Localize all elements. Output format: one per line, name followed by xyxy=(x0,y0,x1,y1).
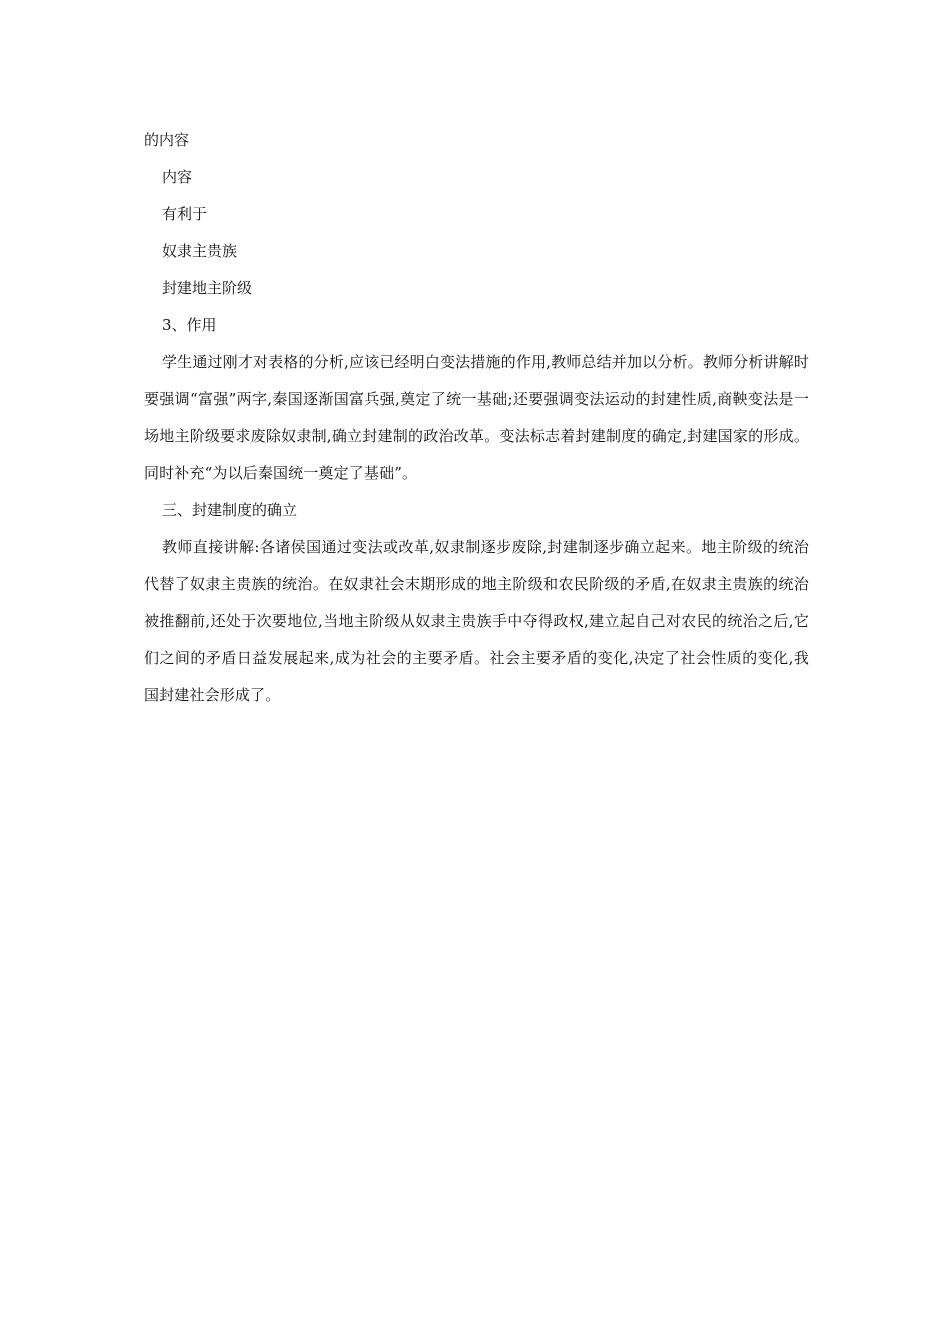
paragraph-feudal-system: 教师直接讲解:各诸侯国通过变法或改革,奴隶制逐步废除,封建制逐步确立起来。地主阶级的统治代替了奴隶主贵族的统治。在奴隶社会末期形成的地主阶级和农民阶级的矛盾,在奴隶主贵族的统治被推翻前,还处于次要地位,当地主阶级从奴隶主贵族手中夺得政权,建立起自己对农民的统治之后,它们之间的矛盾日益发展起来,成为社会的主要矛盾。社会主要矛盾的变化,决定了社会性质的变化,我国封建社会形成了。 xyxy=(144,538,809,704)
table-cell-content: 内容 xyxy=(162,168,193,186)
content-tail-text: 的内容 xyxy=(144,131,190,149)
section-heading-effect: 3、作用 xyxy=(162,316,217,334)
table-cell-slave-nobles: 奴隶主贵族 xyxy=(162,242,238,260)
table-cell-benefit: 有利于 xyxy=(162,205,208,223)
paragraph-effect: 学生通过刚才对表格的分析,应该已经明白变法措施的作用,教师总结并加以分析。教师分析讲解时要强调“富强”两字,秦国逐渐国富兵强,奠定了统一基础;还要强调变法运动的封建性质,商鞅变法是一场地主阶级要求废除奴隶制,确立封建制的政治改革。变法标志着封建制度的确定,封建国家的形成。同时补充“为以后秦国统一奠定了基础”。 xyxy=(144,353,809,482)
document-body xyxy=(144,122,809,714)
section-heading-feudal-system: 三、封建制度的确立 xyxy=(162,501,298,519)
table-cell-landlord-class: 封建地主阶级 xyxy=(162,279,253,297)
